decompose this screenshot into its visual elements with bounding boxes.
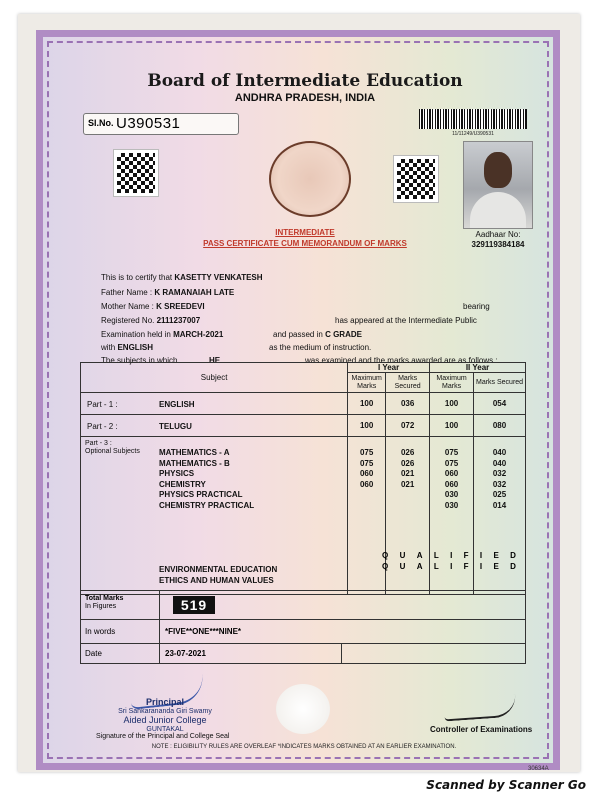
student-name: KASETTY VENKATESH	[174, 273, 263, 282]
subjects-text: The subjects in which	[101, 356, 178, 365]
qualified-letter: I	[450, 562, 453, 571]
photo-head	[484, 152, 512, 188]
p3-subject: PHYSICS	[159, 469, 195, 478]
extra-subject: ENVIRONMENTAL EDUCATION	[159, 565, 278, 574]
qualified-letter: A	[416, 562, 423, 571]
part1-label: Part - 1 :	[87, 400, 118, 409]
qr-code-left	[113, 149, 159, 197]
p3-y1-sec: 026	[400, 448, 415, 457]
exam-line	[101, 330, 223, 339]
board-emblem	[269, 141, 351, 217]
bearing-text: bearing	[463, 302, 490, 311]
total-label: Total Marks	[85, 595, 124, 602]
exam-held: MARCH-2021	[173, 330, 224, 339]
pronoun: HE	[209, 356, 221, 365]
qualified-letter: L	[433, 551, 439, 560]
qualified-letter: D	[510, 551, 516, 560]
p3-y1-max: 060	[359, 469, 374, 478]
total-figures: 519	[173, 596, 215, 614]
p3-subject: CHEMISTRY	[159, 479, 206, 489]
table-row	[81, 393, 526, 415]
signature-caption: Signature of the Principal and College Seal	[96, 733, 230, 740]
p3-y1-max: 060	[359, 479, 374, 489]
board-subtitle: ANDHRA PRADESH, INDIA	[234, 92, 376, 104]
part2-label: Part - 2 :	[87, 422, 118, 431]
part1-y2-max: 100	[430, 393, 474, 415]
registered-line	[101, 316, 200, 325]
totals-block	[80, 590, 526, 664]
qualified-letter: L	[433, 562, 439, 571]
y1-max-header: Maximum Marks	[348, 373, 386, 393]
hologram-seal	[276, 684, 330, 734]
mother-line	[101, 302, 205, 311]
qualified-letter: F	[463, 551, 469, 560]
qualified-letter: A	[416, 551, 423, 560]
serial-number-label: Sl.No.	[88, 118, 114, 128]
board-title: Board of Intermediate Education	[147, 71, 463, 91]
part2-y1-sec: 072	[386, 415, 430, 437]
certificate-heading-2: PASS CERTIFICATE CUM MEMORANDUM OF MARKS	[203, 239, 407, 248]
p3-y2-sec: 025	[492, 490, 507, 499]
part2-y2-max: 100	[430, 415, 474, 437]
principal-stamp	[110, 698, 220, 734]
p3-y2-sec: 040	[492, 458, 507, 468]
aadhaar-label: Aadhaar No:	[475, 230, 521, 239]
appeared-text: has appeared at the Intermediate Public	[335, 316, 477, 325]
p3-subject: MATHEMATICS - A	[159, 448, 230, 457]
qr-code-right	[393, 155, 439, 203]
qualified-letter: Q	[382, 551, 389, 560]
p3-y1-sec: 021	[400, 469, 415, 478]
part2-subject: TELUGU	[159, 422, 192, 431]
p3-y2-sec: 014	[492, 500, 507, 510]
p3-y2-max: 075	[444, 448, 459, 457]
part1-y1-sec: 036	[386, 393, 430, 415]
father-line	[101, 288, 234, 297]
scanner-watermark: Scanned by Scanner Go	[426, 778, 586, 792]
p3-y1-sec: 026	[400, 458, 415, 468]
p3-y2-sec: 040	[492, 448, 507, 457]
qualified-letter: F	[463, 562, 469, 571]
grade: C GRADE	[325, 330, 362, 339]
father-name: K RAMANAIAH LATE	[154, 288, 235, 297]
barcode-number: 11/11249/U390531	[452, 131, 494, 137]
p3-y2-max: 030	[444, 490, 459, 499]
principal-line-2: Aided Junior College	[123, 715, 207, 725]
registered-label: Registered No.	[101, 316, 155, 325]
qualified-letters	[382, 550, 516, 572]
y2-sec-header: Marks Secured	[474, 373, 526, 393]
table-row	[81, 415, 526, 437]
qualified-letter: I	[450, 551, 453, 560]
p3-y1-sec: 021	[400, 479, 415, 489]
qualified-row	[382, 561, 516, 572]
qualified-row	[382, 550, 516, 561]
serial-number-value: U390531	[116, 115, 181, 132]
part2-y2-sec: 080	[474, 415, 526, 437]
certificate-heading-1: INTERMEDIATE	[275, 228, 335, 237]
date-label: Date	[85, 649, 102, 658]
in-figures-label: In Figures	[85, 603, 117, 610]
p3-y2-max: 060	[444, 479, 459, 489]
total-words: *FIVE**ONE***NINE*	[165, 627, 242, 636]
subject-header: Subject	[81, 363, 348, 393]
p3-y2-max: 060	[444, 469, 459, 478]
p3-y2-max: 030	[444, 500, 459, 510]
certify-line	[101, 273, 263, 282]
p3-subject: MATHEMATICS - B	[159, 458, 230, 468]
father-label: Father Name :	[101, 288, 153, 297]
passed-line	[273, 330, 362, 339]
qualified-letter: E	[493, 551, 499, 560]
principal-title: Principal	[145, 697, 184, 707]
qualified-letter: Q	[382, 562, 389, 571]
medium-line	[101, 343, 153, 352]
controller-title: Controller of Examinations	[430, 725, 533, 734]
examined-text: was examined and the marks awarded are as follows :	[305, 356, 498, 365]
qualified-letter: I	[479, 562, 483, 571]
medium-text: as the medium of instruction.	[269, 343, 372, 352]
mother-label: Mother Name :	[101, 302, 154, 311]
exam-label: Examination held in	[101, 330, 171, 339]
optional-label: Optional Subjects	[85, 448, 140, 455]
part2-y1-max: 100	[348, 415, 386, 437]
qualified-letter: U	[399, 551, 406, 560]
p3-y1-max: 075	[359, 448, 374, 457]
p3-subject: CHEMISTRY PRACTICAL	[159, 500, 255, 510]
p3-subject: PHYSICS PRACTICAL	[159, 490, 243, 499]
date-value: 23-07-2021	[165, 649, 206, 658]
in-words-label: In words	[85, 627, 116, 636]
eligibility-note: NOTE : ELIGIBILITY RULES ARE OVERLEAF *INDICATES MARKS OBTAINED AT AN EARLIER EXAMINATION.	[151, 744, 457, 750]
p3-y2-max: 075	[444, 458, 459, 468]
form-code: 30634A	[528, 766, 549, 772]
part3-label: Part - 3 :	[85, 440, 112, 447]
year2-header: II Year	[430, 363, 526, 373]
with-text: with	[101, 343, 116, 352]
medium: ENGLISH	[117, 343, 154, 352]
qualified-letter: D	[510, 562, 516, 571]
part1-subject: ENGLISH	[159, 400, 195, 409]
year1-header: I Year	[348, 363, 430, 373]
qualified-letter: I	[479, 551, 483, 560]
p3-y1-max: 075	[359, 458, 374, 468]
y1-sec-header: Marks Secured	[386, 373, 430, 393]
part1-y1-max: 100	[348, 393, 386, 415]
photo-body	[470, 192, 526, 228]
p3-y2-sec: 032	[492, 479, 507, 489]
p3-y2-sec: 032	[492, 469, 507, 478]
qualified-letter: E	[493, 562, 499, 571]
y2-max-header: Maximum Marks	[430, 373, 474, 393]
part1-y2-sec: 054	[474, 393, 526, 415]
certify-text: This is to certify that	[101, 273, 173, 282]
extra-subject: ETHICS AND HUMAN VALUES	[159, 576, 274, 585]
student-photo	[463, 141, 533, 229]
qualified-letter: U	[399, 562, 406, 571]
serial-number-box	[83, 113, 239, 135]
principal-line-3: GUNTAKAL	[146, 726, 184, 733]
barcode	[419, 109, 527, 129]
passed-text: and passed in	[273, 330, 323, 339]
principal-line-1: Sri Sankarananda Giri Swamy	[118, 708, 212, 715]
aadhaar-number: 329119384184	[471, 240, 525, 249]
registered-number: 2111237007	[156, 316, 201, 325]
mother-name: K SREEDEVI	[156, 302, 205, 311]
